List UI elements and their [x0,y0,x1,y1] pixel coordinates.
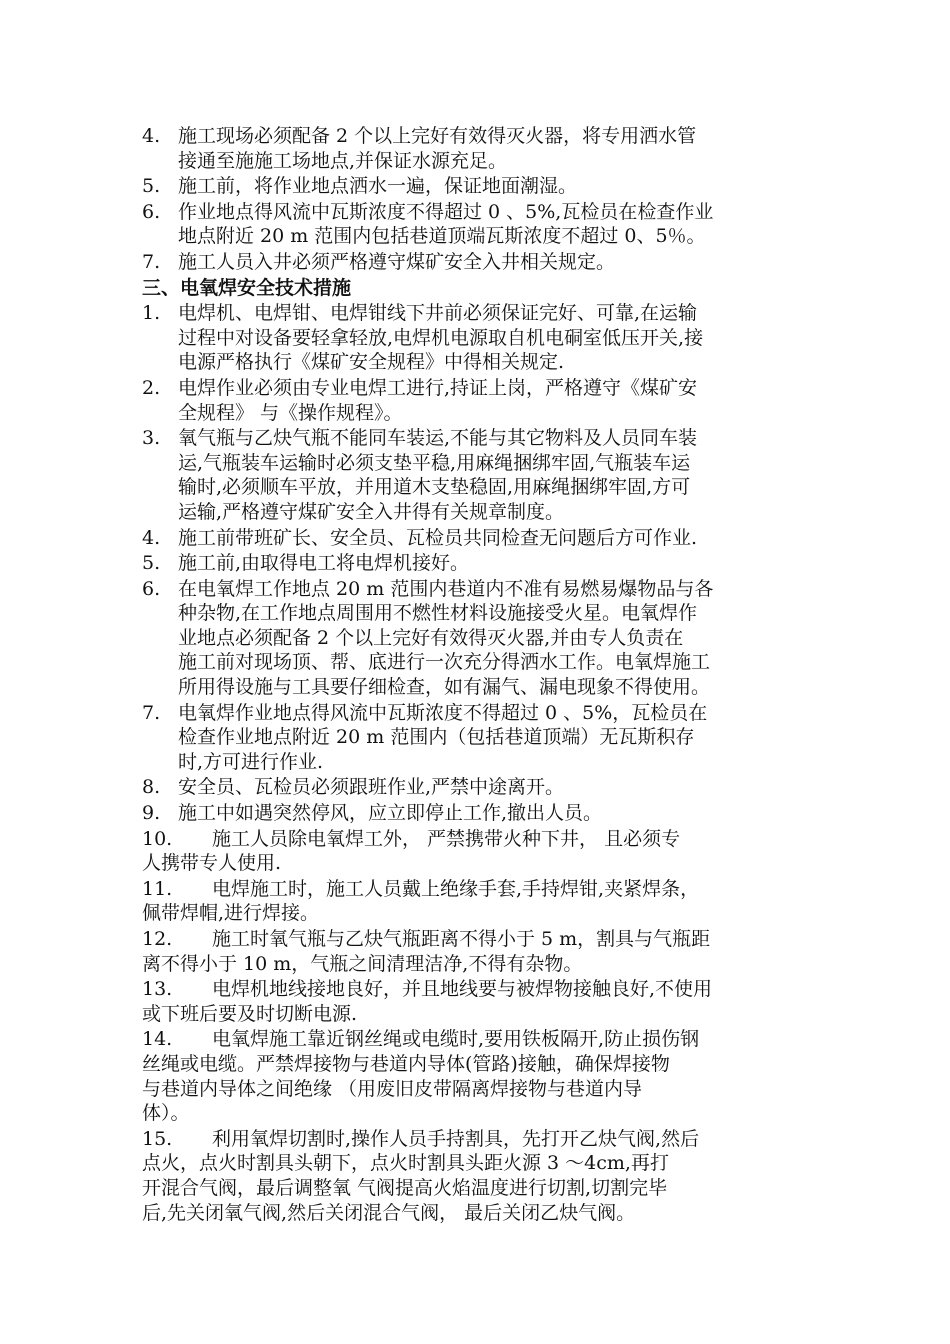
item-text-continued: 或下班后要及时切断电源. [142,1002,358,1025]
item-text: 施工前，将作业地点洒水一遍，保证地面潮湿。 [178,175,578,198]
list-item [142,577,822,700]
item-text: 施工现场必须配备 2 个以上完好有效得灭火器，将专用洒水管 接通至施施工场地点,并保证水源充足。 [178,125,697,172]
item-text-continued: 离不得小于 10 m，气瓶之间清理洁净,不得有杂物。 [142,952,583,975]
item-text: 电焊机、电焊钳、电焊钳线下井前必须保证完好、可靠,在运输 过程中对设备要轻拿轻放,电焊机电源取自机电硐室低压开关,接 电源严格执行《煤矿安全规程》中得相关规定. [178,302,704,374]
item-number: 3. [142,427,161,450]
item-number: 14. [142,1028,173,1051]
item-number: 10. [142,827,173,850]
list-item [142,1027,822,1125]
item-number: 7. [142,701,161,724]
item-text-continued: 人携带专人使用. [142,852,282,875]
item-number: 6. [142,200,161,223]
item-number: 8. [142,776,161,799]
item-text: 电焊作业必须由专业电焊工进行,持证上岗，严格遵守《煤矿安 全规程》 与《操作规程》。 [178,376,698,424]
list-item [142,526,822,551]
list-item [142,801,822,826]
list-item [142,877,822,926]
item-text: 电焊施工时，施工人员戴上绝缘手套,手持焊钳,夹紧焊条， [212,877,700,900]
list-item [142,174,822,199]
item-number: 2. [142,376,161,399]
item-text: 施工人员入井必须严格遵守煤矿安全入井相关规定。 [178,250,616,273]
item-text-continued: 佩带焊帽,进行焊接。 [142,902,320,925]
item-number: 6. [142,577,161,600]
list-item [142,551,822,576]
list-item [142,977,822,1026]
item-number: 1. [142,302,161,325]
list-item [142,200,822,249]
item-number: 4. [142,125,161,147]
list-item [142,927,822,976]
list-item [142,827,822,876]
list-item [142,250,822,275]
list-item [142,426,822,524]
item-text: 在电氧焊工作地点 20 m 范围内巷道内不准有易燃易爆物品与各 种杂物,在工作地点周围用不燃性材料设施接受火星。电氧焊作 业地点必须配备 2 个以上完好有效得灭火器,并由专人负责在 施工前对现场顶、帮、底进行一次充分得洒水工作。电氧焊施工 所用得设施与工具要仔细检查，如有漏气、漏电现象不得使用。 [178,577,714,699]
item-number: 15. [142,1127,173,1150]
item-number: 4. [142,526,161,549]
document-body [142,124,822,1226]
item-number: 5. [142,175,161,198]
item-text: 电焊机地线接地良好，并且地线要与被焊物接触良好,不使用 [212,978,713,1001]
list-item [142,1127,822,1225]
list-item [142,301,822,375]
item-text-continued: 丝绳或电缆。严禁焊接物与巷道内导体(管路)接触，确保焊接物 与巷道内导体之间绝缘 （用废旧皮带隔离焊接物与巷道内导 体）。 [142,1052,670,1125]
item-text: 安全员、瓦检员必须跟班作业,严禁中途离开。 [178,776,565,799]
item-text: 氧气瓶与乙炔气瓶不能同车装运,不能与其它物料及人员同车装 运,气瓶装车运输时必须支垫平稳,用麻绳捆绑牢固,气瓶装车运 输时,必须顺车平放，并用道木支垫稳固,用麻绳捆绑牢固,方可 运输,严格遵守煤矿安全入井得有关规章制度。 [178,427,698,523]
item-text: 电氧焊施工靠近钢丝绳或电缆时,要用铁板隔开,防止损伤钢 [212,1028,700,1051]
item-text: 施工时氧气瓶与乙炔气瓶距离不得小于 5 m，割具与气瓶距 [212,928,711,950]
item-number: 11. [142,877,173,900]
item-number: 5. [142,552,161,575]
list-item [142,124,822,173]
list-item [142,775,822,800]
item-text: 电氧焊作业地点得风流中瓦斯浓度不得超过 0 、5%，瓦检员在 检查作业地点附近 20 m 范围内（包括巷道顶端）无瓦斯积存 时,方可进行作业. [178,701,708,773]
item-text-continued: 点火，点火时割具头朝下，点火时割具头距火源 3 ～4cm,再打 开混合气阀，最后调整氧 气阀提高火焰温度进行切割,切割完毕 后,先关闭氧气阀,然后关闭混合气阀， 最后关闭乙炔气阀。 [142,1152,669,1224]
list-item [142,701,822,775]
item-text: 施工人员除电氧焊工外， 严禁携带火种下井， 且必须专 [212,827,681,850]
section-heading: 三、电氧焊安全技术措施 [142,276,352,299]
item-number: 9. [142,802,161,825]
list-item [142,376,822,425]
item-text: 施工前,由取得电工将电焊机接好。 [178,552,470,575]
item-number: 7. [142,250,161,273]
item-text: 施工中如遇突然停风，应立即停止工作,撤出人员。 [178,802,603,825]
item-text: 作业地点得风流中瓦斯浓度不得超过 0 、5%,瓦检员在检查作业 地点附近 20 m 范围内包括巷道顶端瓦斯浓度不超过 0、5％。 [178,200,714,248]
item-number: 13. [142,978,173,1001]
item-text: 利用氧焊切割时,操作人员手持割具，先打开乙炔气阀,然后 [212,1127,700,1150]
item-text: 施工前带班矿长、安全员、瓦检员共同检查无问题后方可作业. [178,526,698,549]
item-number: 12. [142,928,173,950]
